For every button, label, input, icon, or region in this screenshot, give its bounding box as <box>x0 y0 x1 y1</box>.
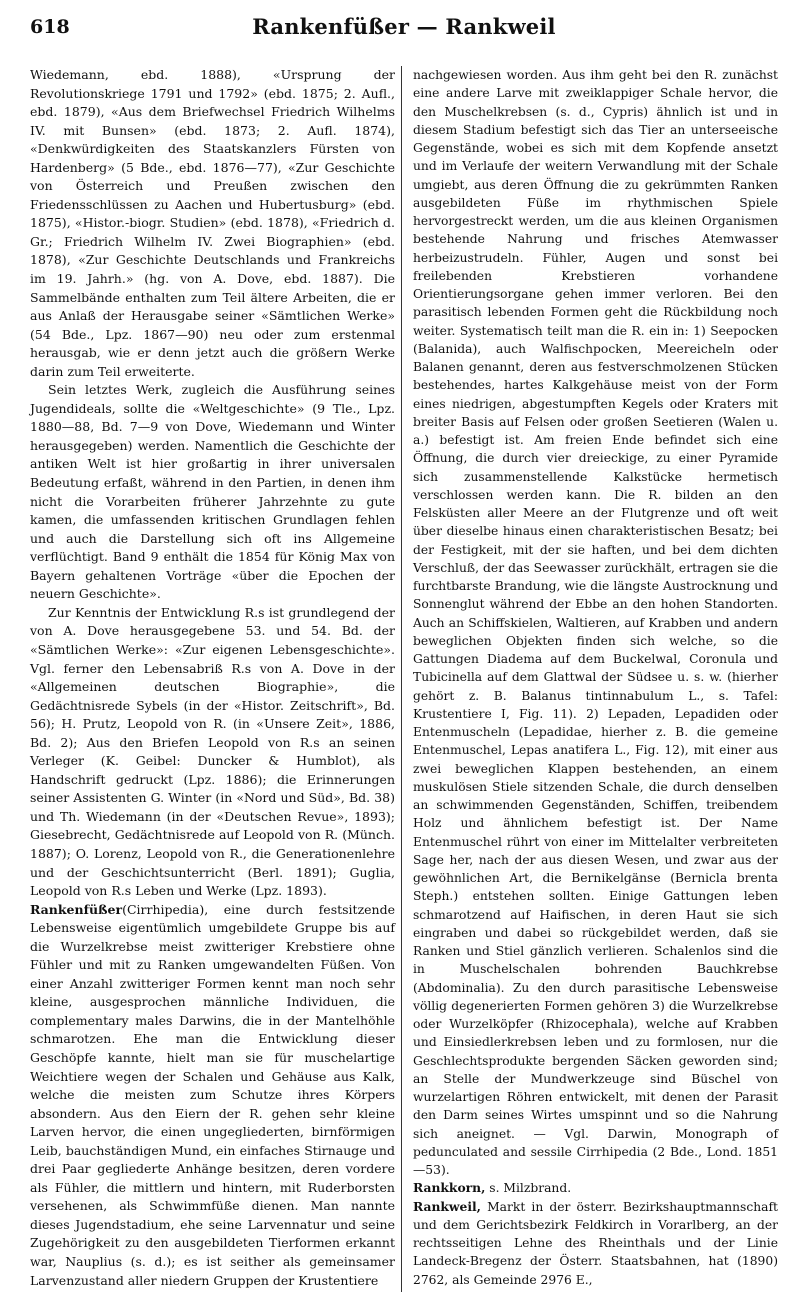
column-divider <box>401 66 402 1292</box>
right-column <box>413 66 778 1289</box>
entry-rankenfuesser <box>30 901 395 1290</box>
entry-text: (Cirrhipedia), eine durch festsitzende Lebensweise eigentümlich umgebildete Gruppe bis auf die Wurzelkrebse meist zwitteriger Krebstiere ohne Fühler und mit zu Ranken umgewandelten Füßen. Von einer Anzahl zwitteriger Formen kennt man noch sehr kleine, ausgesprochen männliche Individuen, die complementary males Darwins, die in der Mantelhöhle schmarotzen. Ehe man die Entwicklung dieser Geschöpfe kannte, hielt man sie für muschelartige Weichtiere wegen der Schalen und Gehäuse aus Kalk, welche die meisten zum Schutze ihres Körpers absondern. Aus den Eiern der R. gehen sehr kleine Larven hervor, die einen ungegliederten, birnförmigen Leib, bauchständigen Mund, ein einfaches Stirnauge und drei Paar gegliederte Anhänge besitzen, deren vordere als Fühler, die mittlern und hintern, mit Ruderborsten versehenen, als Schwimmfüße dienen. Man nannte dieses Jugendstadium, ehe seine Larvennatur und seine Zugehörigkeit zu den ausgebildeten Tierformen erkannt war, Nauplius (s. d.); es ist seither als gemeinsamer Larvenzustand aller niedern Gruppen der Krustentiere <box>30 901 395 1288</box>
entry-text: Markt in der österr. Bezirkshauptmannschaft und dem Gerichtsbezirk Feldkirch in Vorarlberg, an der rechtsseitigen Lehne des Rheinthals und der Linie Landeck-Bregenz der Österr. Staatsbahnen, hat (1890) 2762, als Gemeinde 2976 E., <box>413 1199 778 1287</box>
paragraph: nachgewiesen worden. Aus ihm geht bei den R. zunächst eine andere Larve mit zweiklappiger Schale hervor, die den Muschelkrebsen (s. d., Cypris) ähnlich ist und in diesem Stadium befestigt sich das Tier an unterseeische Gegenstände, wobei es sich mit dem Kopfende ansetzt und im Verlaufe der weitern Verwandlung mit der Schale umgiebt, aus deren Öffnung die zu gekrümmten Ranken ausgebildeten Füße im rhythmischen Spiele hervorgestreckt werden, um die aus kleinen Organismen bestehende Nahrung und frisches Atemwasser herbeizustrudeln. Fühler, Augen und sonst bei freilebenden Krebstieren vorhandene Orientierungsorgane gehen immer verloren. Bei den parasitisch lebenden Formen geht die Rückbildung noch weiter. Systematisch teilt man die R. ein in: 1) Seepocken (Balanida), auch Walfischpocken, Meereicheln oder Balanen genannt, deren aus festverschmolzenen Stücken bestehendes, hartes Kalkgehäuse meist von der Form eines niedrigen, abgestumpften Kegels oder Kraters mit breiter Basis auf Felsen oder großen Seetieren (Walen u. a.) befestigt ist. Am freien Ende befindet sich eine Öffnung, die durch vier dreieckige, zu einer Pyramide sich zusammenstellende Kalkstücke hermetisch verschlossen werden kann. Die R. bilden an den Felsküsten aller Meere an der Flutgrenze und oft weit über dieselbe hinaus einen charakteristischen Besatz; bei der Festigkeit, mit der sie haften, und bei dem dichten Verschluß, der das Seewasser zurückhält, ertragen sie die furchtbarste Brandung, wie die längste Austrocknung und Sonnenglut während der Ebbe an den hohen Standorten. Auch an Schiffskielen, Waltieren, auf Krabben und andern beweglichen Objekten finden sich welche, so die Gattungen Diadema auf dem Buckelwal, Coronula und Tubicinella auf dem Glattwal der Südsee u. s. w. (hierher gehört z. B. Balanus tintinnabulum L., s. Tafel: Krustentiere I, Fig. 11). 2) Lepaden, Lepadiden oder Entenmuscheln (Lepadidae, hierher z. B. die gemeine Entenmuschel, Lepas anatifera L., Fig. 12), mit einer aus zwei beweglichen Klappen bestehenden, an einem muskulösen Stiele sitzenden Schale, die durch denselben an schwimmenden Gegenständen, Schiffen, treibendem Holz und ähnlichem befestigt ist. Der Name Entenmuschel rührt von einer im Mittelalter verbreiteten Sage her, nach der aus diesen Wesen, und zwar aus der gewöhnlichen Art, die Bernikelgänse (Bernicla brenta Steph.) entstehen sollten. Einige Gattungen leben schmarotzend auf Haifischen, in deren Haut sie sich eingraben und dabei so rückgebildet werden, daß sie Ranken und Stiel gänzlich verlieren. Schalenlos sind die in Muschelschalen bohrenden Bauchkrebse (Abdominalia). Zu den durch parasitische Lebensweise völlig degenerierten Formen gehören 3) die Wurzelkrebse oder Wurzelköpfer (Rhizocephala), welche auf Krabben und Einsiedlerkrebsen leben und zu formlosen, nur die Geschlechtsprodukte bergenden Säcken geworden sind; an Stelle der Mundwerkzeuge sind Büschel von wurzelartigen Röhren entwickelt, mit denen der Parasit den Darm seines Wirtes umspinnt und so die Nahrung sich aneignet. — Vgl. Darwin, Monograph of pedunculated and sessile Cirrhipedia (2 Bde., Lond. 1851 —53). <box>413 68 778 1177</box>
page-number: 618 <box>30 16 70 38</box>
entry-headword: Rankenfüßer <box>30 901 123 917</box>
entry-headword: Rankweil, <box>413 1198 481 1214</box>
paragraph: Zur Kenntnis der Entwicklung R.s ist grundlegend der von A. Dove herausgegebene 53. und 54. Bd. der «Sämtlichen Werke»: «Zur eigenen Lebensgeschichte». Vgl. ferner den Lebensabriß R.s von A. Dove in der «Allgemeinen deutschen Biographie», die Gedächtnisrede Sybels (in der «Histor. Zeitschrift», Bd. 56); H. Prutz, Leopold von R. (in «Unsere Zeit», 1886, Bd. 2); Aus den Briefen Leopold von R.s an seinen Verleger (K. Geibel: Duncker & Humblot), als Handschrift gedruckt (Lpz. 1886); die Erinnerungen seiner Assistenten G. Winter (in «Nord und Süd», Bd. 38) und Th. Wiedemann (in der «Deutschen Revue», 1893); Giesebrecht, Gedächtnisrede auf Leopold von R. (Münch. 1887); O. Lorenz, Leopold von R., die Generationenlehre und der Geschichtsunterricht (Berl. 1891); Guglia, Leopold von R.s Leben und Werke (Lpz. 1893). <box>30 604 395 899</box>
entry-text: s. Milzbrand. <box>489 1181 572 1196</box>
page-header <box>30 14 778 44</box>
left-column <box>30 66 395 1290</box>
entry-headword: Rankkorn, <box>413 1180 486 1196</box>
paragraph: Wiedemann, ebd. 1888), «Ursprung der Revolutionskriege 1791 und 1792» (ebd. 1875; 2. Aufl., ebd. 1879), «Aus dem Briefwechsel Friedrich Wilhelms IV. mit Bunsen» (ebd. 1873; 2. Aufl. 1874), «Denkwürdigkeiten des Staatskanzlers Fürsten von Hardenberg» (5 Bde., ebd. 1876—77), «Zur Geschichte von Österreich und Preußen zwischen den Friedensschlüssen zu Aachen und Hubertusburg» (ebd. 1875), «Histor.-biogr. Studien» (ebd. 1878), «Friedrich d. Gr.; Friedrich Wilhelm IV. Zwei Biographien» (ebd. 1878), «Zur Geschichte Deutschlands und Frankreichs im 19. Jahrh.» (hg. von A. Dove, ebd. 1887). Die Sammelbände enthalten zum Teil ältere Arbeiten, die er aus Anlaß der Herausgabe seiner «Sämtlichen Werke» (54 Bde., Lpz. 1867—90) neu oder zum erstenmal herausgab, wie er denn jetzt auch die größern Werke darin zum Teil erweiterte. <box>30 67 395 379</box>
running-title: Rankenfüßer — Rankweil <box>252 14 556 39</box>
entry-rankkorn <box>413 1179 778 1197</box>
entry-rankweil <box>413 1198 778 1289</box>
paragraph: Sein letztes Werk, zugleich die Ausführung seines Jugendideals, sollte die «Weltgeschichte» (9 Tle., Lpz. 1880—88, Bd. 7—9 von Dove, Wiedemann und Winter herausgegeben) werden. Namentlich die Geschichte der antiken Welt ist hier großartig in ihrer universalen Bedeutung erfaßt, während in den Partien, in denen ihm nicht die Vorarbeiten früherer Jahrzehnte zu gute kamen, die umfassenden kritischen Grundlagen fehlen und auch die Darstellung sich oft ins Allgemeine verflüchtigt. Band 9 enthält die 1854 für König Max von Bayern gehaltenen Vorträge «über die Epochen der neuern Geschichte». <box>30 382 395 602</box>
